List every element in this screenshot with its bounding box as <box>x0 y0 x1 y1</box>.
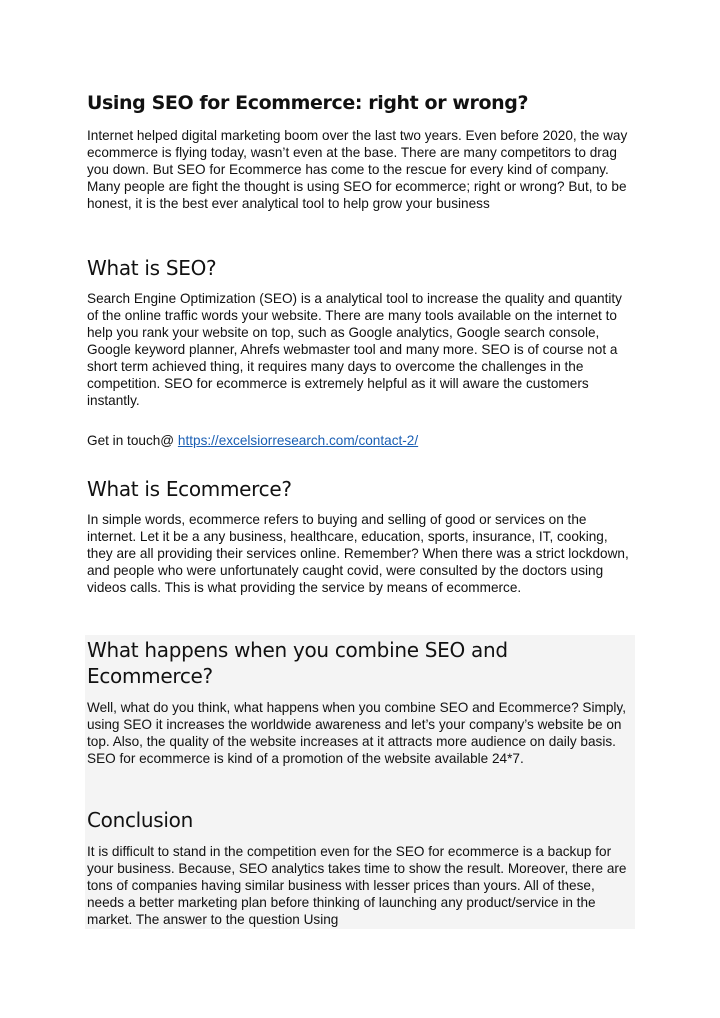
section-heading-combine-seo-ecommerce: What happens when you combine SEO and Ecommerce? <box>87 638 508 688</box>
contact-label: Get in touch@ <box>87 433 175 448</box>
section-heading-what-is-ecommerce: What is Ecommerce? <box>87 477 292 501</box>
section-heading-conclusion: Conclusion <box>87 808 193 832</box>
contact-line <box>87 432 418 449</box>
section-body-conclusion: It is difficult to stand in the competition even for the SEO for ecommerce is a backup for your business. Because, SEO analytics takes time to show the result. Moreover, there are tons of companies having similar business with lesser prices than yours. All of these, needs a better marketing plan before thinking of launching any product/service in the market. The answer to the question Using <box>87 844 627 927</box>
section-heading-what-is-seo: What is SEO? <box>87 256 217 280</box>
contact-link[interactable]: https://excelsiorresearch.com/contact-2/ <box>177 433 419 448</box>
section-body-what-is-ecommerce: In simple words, ecommerce refers to buying and selling of good or services on the internet. Let it be a any business, healthcare, education, sports, insurance, IT, cooking, they are all providing their services online. Remember? When there was a strict lockdown, and people who were unfortunately caught covid, were consulted by the doctors using videos calls. This is what providing the service by means of ecommerce. <box>87 512 629 595</box>
article-title: Using SEO for Ecommerce: right or wrong? <box>87 92 529 114</box>
section-body-combine-seo-ecommerce: Well, what do you think, what happens when you combine SEO and Ecommerce? Simply, using SEO it increases the worldwide awareness and let’s your company’s website be on top. Also, the quality of the website increases at it attracts more audience on daily basis. SEO for ecommerce is kind of a promotion of the website available 24*7. <box>87 700 626 766</box>
section-body-what-is-seo: Search Engine Optimization (SEO) is a analytical tool to increase the quality and quantity of the online traffic words your website. There are many tools available on the internet to help you rank your website on top, such as Google analytics, Google search console, Google keyword planner, Ahrefs webmaster tool and many more. SEO is of course not a short term achieved thing, it requires many days to overcome the challenges in the competition. SEO for ecommerce is extremely helpful as it will aware the customers instantly. <box>87 291 622 408</box>
intro-paragraph: Internet helped digital marketing boom over the last two years. Even before 2020, the way ecommerce is flying today, wasn’t even at the base. There are many competitors to drag you down. But SEO for Ecommerce has come to the rescue for every kind of company. Many people are fight the thought is using SEO for ecommerce; right or wrong? But, to be honest, it is the best ever analytical tool to help grow your business <box>87 128 628 211</box>
